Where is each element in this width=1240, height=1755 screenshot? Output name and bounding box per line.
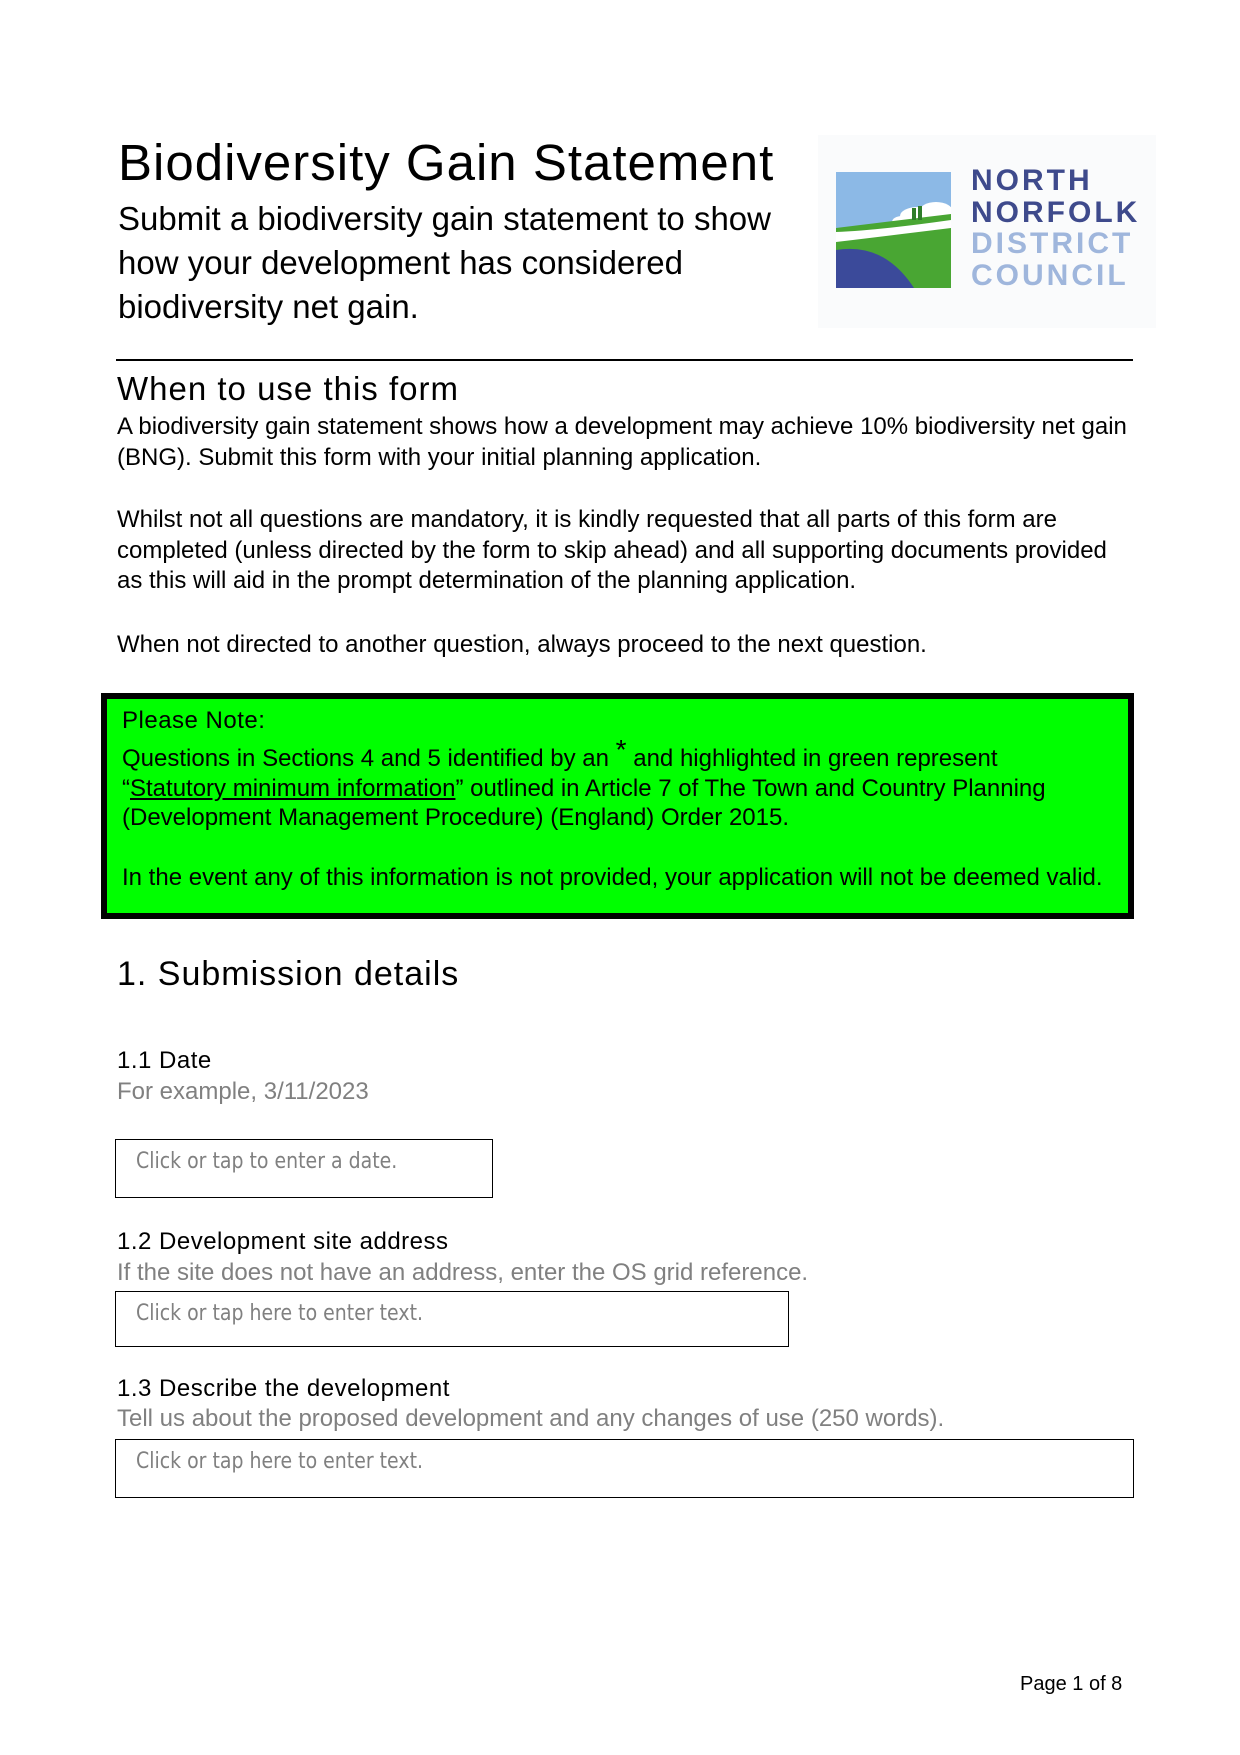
landscape-logo-icon — [836, 172, 951, 288]
note-body — [122, 734, 1122, 833]
statutory-info-link[interactable]: Statutory minimum information — [130, 774, 456, 802]
note-text-3: ” outlined in Article 7 of The Town and Country Planning (Development Management Procedure) (England) Order 2015. — [122, 774, 1046, 831]
address-question-label: 1.2 Development site address — [117, 1228, 449, 1255]
date-question-label: 1.1 Date — [117, 1047, 212, 1074]
note-text-1: Questions in Sections 4 and 5 identified by an — [122, 745, 616, 772]
description-question-label: 1.3 Describe the development — [117, 1375, 450, 1402]
note-heading: Please Note: — [122, 707, 266, 734]
note-open-quote: “ — [122, 774, 130, 802]
development-description-placeholder: Click or tap here to enter text. — [136, 1449, 423, 1474]
address-question-hint: If the site does not have an address, enter the OS grid reference. — [117, 1259, 809, 1286]
date-question-hint: For example, 3/11/2023 — [117, 1078, 369, 1105]
council-logo — [818, 135, 1156, 328]
description-question-hint: Tell us about the proposed development and any changes of use (250 words). — [117, 1405, 945, 1432]
note-warning: In the event any of this information is not provided, your application will not be deemed valid. — [122, 864, 1103, 891]
site-address-placeholder: Click or tap here to enter text. — [136, 1301, 423, 1326]
logo-line-north: NORTH — [971, 164, 1093, 197]
date-field[interactable] — [115, 1139, 493, 1198]
when-paragraph-1: A biodiversity gain statement shows how a development may achieve 10% biodiversity net gain (BNG). Submit this form with your initial planning application. — [117, 413, 1127, 471]
development-description-field[interactable] — [115, 1439, 1134, 1498]
when-section-heading: When to use this form — [117, 370, 459, 407]
page-title: Biodiversity Gain Statement — [118, 134, 775, 191]
note-text-2: and highlighted in green represent — [626, 745, 998, 772]
please-note-box — [101, 693, 1134, 919]
site-address-field[interactable] — [115, 1291, 789, 1347]
logo-line-district: DISTRICT — [971, 227, 1134, 260]
section-1-heading: 1. Submission details — [117, 955, 460, 993]
page-subtitle: Submit a biodiversity gain statement to show how your development has considered biodiversity net gain. — [118, 200, 771, 325]
logo-line-council: COUNCIL — [971, 258, 1129, 292]
when-paragraph-2: Whilst not all questions are mandatory, it is kindly requested that all parts of this form are completed (unless directed by the form to skip ahead) and all supporting documents provided as this will aid in the prompt determination of the planning application. — [117, 506, 1107, 594]
logo-line-norfolk: NORFOLK — [971, 195, 1141, 229]
page-number: Page 1 of 8 — [1020, 1673, 1123, 1695]
asterisk-marker: * — [615, 734, 627, 765]
when-paragraph-3: When not directed to another question, always proceed to the next question. — [117, 631, 927, 658]
date-field-placeholder: Click or tap to enter a date. — [136, 1149, 398, 1174]
header-divider — [116, 359, 1133, 361]
